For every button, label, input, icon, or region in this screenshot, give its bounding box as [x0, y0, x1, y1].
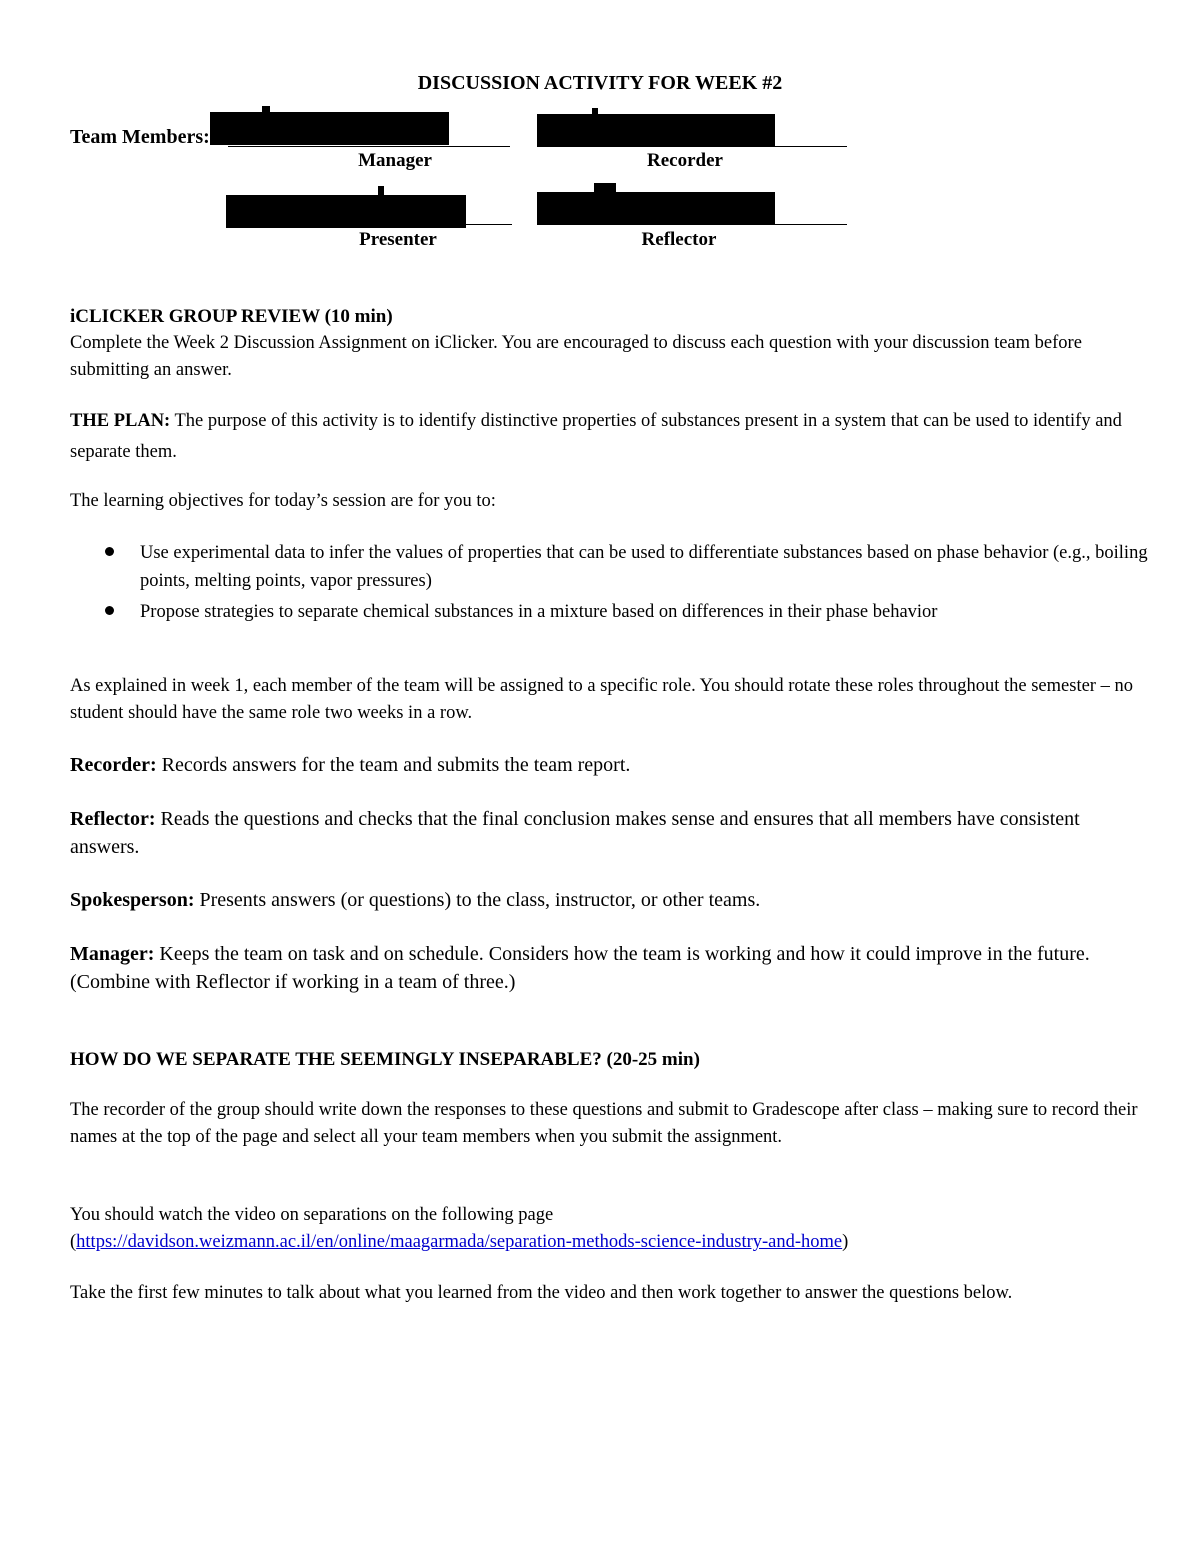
role-text: Keeps the team on task and on schedule. Considers how the team is working and how it could improve in the future. (Combine with Reflector if working in a team of three.)	[70, 943, 1090, 993]
role-text: Records answers for the team and submits the team report.	[156, 754, 631, 776]
recorder-instructions: The recorder of the group should write down the responses to these questions and submit to Gradescope after class – making sure to record their names at the top of the page and select all your team members when you submit the assignment.	[70, 1100, 1138, 1147]
plan-text: The purpose of this activity is to identify distinctive properties of substances present in a system that can be used to identify and separate them.	[70, 411, 1122, 462]
presenter-role-label: Presenter	[359, 229, 437, 250]
video-text: You should watch the video on separations on the following page	[70, 1205, 554, 1225]
redaction-mark	[594, 183, 616, 193]
role-description-recorder	[70, 751, 1140, 779]
objectives-list	[100, 539, 1150, 629]
role-label: Manager:	[70, 943, 155, 965]
role-description-spokesperson	[70, 886, 1140, 914]
objective-item	[100, 539, 1150, 595]
manager-role-label: Manager	[358, 150, 432, 171]
roles-intro: As explained in week 1, each member of the team will be assigned to a specific role. You should rotate these roles throughout the semester – no student should have the same role two weeks in a row.	[70, 676, 1133, 723]
role-text: Presents answers (or questions) to the class, instructor, or other teams.	[194, 889, 761, 911]
bullet-icon	[105, 547, 114, 556]
role-label: Recorder:	[70, 754, 157, 776]
role-description-manager	[70, 940, 1140, 996]
final-instructions: Take the first few minutes to talk about what you learned from the video and then work together to answer the questions below.	[70, 1283, 1013, 1303]
redaction-mark	[378, 186, 384, 196]
link-open-paren: (	[70, 1232, 77, 1252]
role-label: Spokesperson:	[70, 889, 195, 911]
objective-item	[100, 598, 1150, 626]
iclicker-instructions: Complete the Week 2 Discussion Assignment on iClicker. You are encouraged to discuss each question with your discussion team before submitting an answer.	[70, 333, 1082, 380]
role-label: Reflector:	[70, 808, 156, 830]
redaction-mark	[262, 106, 270, 114]
video-link-line	[70, 1229, 1140, 1256]
video-instructions	[70, 1202, 1140, 1256]
manager-signature-line	[228, 146, 510, 147]
role-text: Reads the questions and checks that the final conclusion makes sense and ensures that all members have consistent answers.	[70, 808, 1080, 858]
presenter-name-redaction	[226, 195, 466, 228]
role-description-reflector	[70, 805, 1140, 861]
separation-heading: HOW DO WE SEPARATE THE SEEMINGLY INSEPARABLE? (20-25 min)	[70, 1049, 700, 1070]
recorder-name-redaction	[537, 114, 775, 147]
plan-label: THE PLAN:	[70, 411, 171, 431]
reflector-role-label: Reflector	[641, 229, 717, 250]
objectives-intro: The learning objectives for today’s session are for you to:	[70, 491, 496, 511]
objective-text: Use experimental data to infer the values of properties that can be used to differentiate substances based on phase behavior (e.g., boiling points, melting points, vapor pressures)	[140, 543, 1148, 591]
recorder-role-label: Recorder	[647, 150, 723, 171]
objective-text: Propose strategies to separate chemical substances in a mixture based on differences in their phase behavior	[140, 602, 938, 622]
redaction-mark	[592, 108, 598, 116]
page-title: DISCUSSION ACTIVITY FOR WEEK #2	[417, 72, 783, 94]
bullet-icon	[105, 606, 114, 615]
link-close-paren: )	[842, 1232, 849, 1252]
plan-paragraph	[70, 406, 1132, 468]
team-members-label: Team Members:	[70, 126, 210, 148]
iclicker-heading: iCLICKER GROUP REVIEW (10 min)	[70, 306, 393, 327]
reflector-name-redaction	[537, 192, 775, 225]
video-link[interactable]: https://davidson.weizmann.ac.il/en/online/maagarmada/separation-methods-science-industry-and-home	[76, 1232, 843, 1252]
manager-name-redaction	[210, 112, 449, 145]
